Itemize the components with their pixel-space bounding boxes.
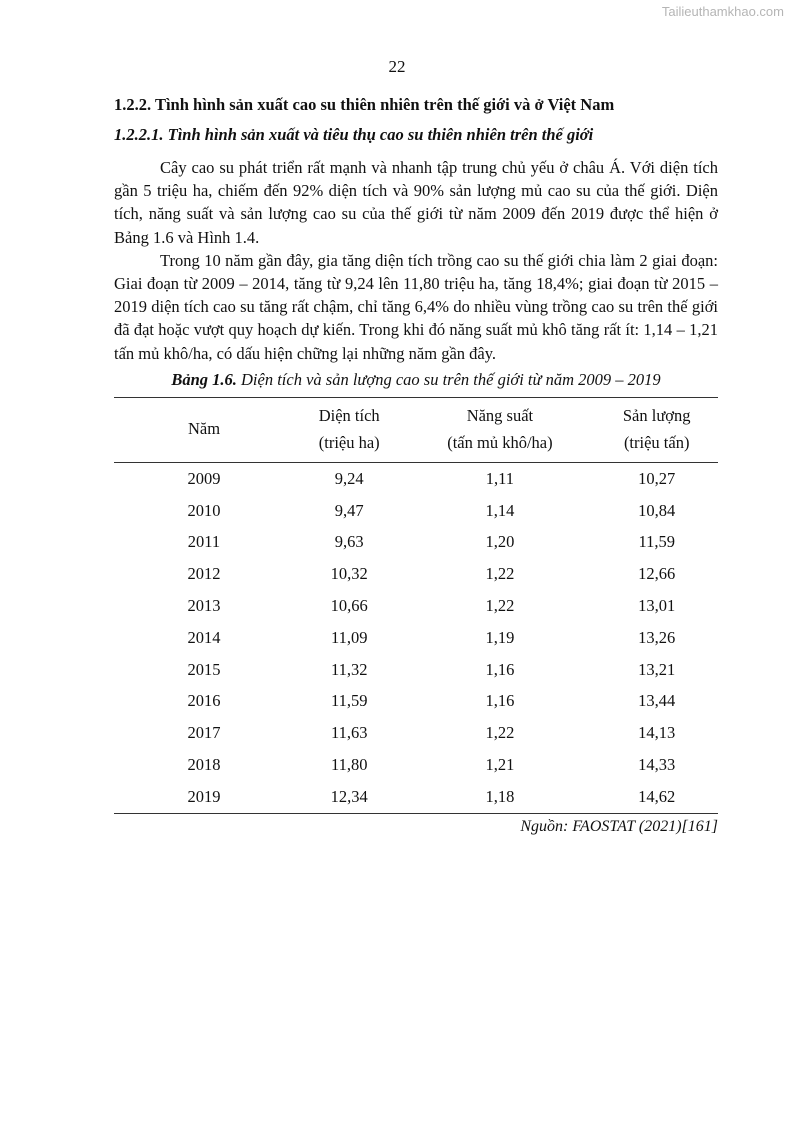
cell-area: 9,24	[334, 468, 364, 488]
cell-area: 11,63	[330, 723, 368, 743]
cell-area: 11,80	[330, 754, 368, 774]
column-header-output: Sản lượng (triệu tấn)	[622, 405, 691, 452]
page-number: 22	[388, 57, 406, 76]
subsection-heading: 1.2.2.1. Tình hình sản xuất và tiêu thụ cao su thiên nhiên trên thế giới	[114, 125, 594, 144]
table-row	[114, 654, 718, 686]
table-row	[114, 622, 718, 654]
cell-year: 2015	[187, 659, 221, 679]
table-row	[114, 495, 718, 527]
cell-year: 2013	[187, 595, 221, 615]
table-row	[114, 685, 718, 717]
cell-output: 10,27	[638, 468, 676, 488]
cell-yield: 1,22	[485, 723, 515, 743]
cell-area: 11,32	[330, 659, 368, 679]
document-body	[114, 92, 718, 836]
cell-year: 2018	[187, 754, 221, 774]
cell-output: 13,44	[638, 691, 676, 711]
table-row	[114, 590, 718, 622]
cell-year: 2016	[187, 691, 221, 711]
data-table	[114, 397, 718, 814]
table-caption-text: Diện tích và sản lượng cao su trên thế giới từ năm 2009 – 2019	[236, 369, 661, 389]
cell-area: 9,47	[334, 500, 364, 520]
cell-yield: 1,22	[485, 595, 515, 615]
table-row	[114, 781, 718, 813]
cell-yield: 1,16	[485, 691, 515, 711]
watermark: Tailieuthamkhao.com	[661, 4, 784, 19]
cell-output: 13,21	[638, 659, 676, 679]
paragraph: Trong 10 năm gần đây, gia tăng diện tích trồng cao su thế giới chia làm 2 giai đoạn: Giai đoạn từ 2009 – 2014, tăng từ 9,24 lên 11,80 triệu ha, tăng 18,4%; giai đoạn từ 2015 – 2019 diện tích cao su tăng rất chậm, chỉ tăng 6,4% do nhiều vùng trồng cao su trên thế giới đã đạt hoặc vượt quy hoạch dự kiến. Trong khi đó năng suất mủ khô tăng rất ít: 1,14 – 1,21 tấn mủ khô/ha, có dấu hiện chững lại những năm gần đây.	[114, 250, 718, 363]
column-header-yield: Năng suất (tấn mủ khô/ha)	[447, 405, 553, 452]
cell-area: 11,09	[330, 627, 368, 647]
cell-year: 2017	[187, 723, 221, 743]
table-caption	[114, 369, 718, 391]
section-heading: 1.2.2. Tình hình sản xuất cao su thiên nhiên trên thế giới và ở Việt Nam	[114, 95, 615, 114]
column-header-area: Diện tích (triệu ha)	[318, 405, 380, 452]
cell-area: 11,59	[330, 691, 368, 711]
cell-year: 2009	[187, 468, 221, 488]
table-source: Nguồn: FAOSTAT (2021)[161]	[520, 817, 718, 835]
cell-output: 12,66	[638, 564, 676, 584]
table-caption-label: Bảng 1.6.	[171, 369, 237, 389]
cell-yield: 1,16	[485, 659, 515, 679]
cell-yield: 1,19	[485, 627, 515, 647]
cell-yield: 1,11	[485, 468, 515, 488]
cell-year: 2014	[187, 627, 221, 647]
table-row	[114, 749, 718, 781]
cell-output: 13,26	[638, 627, 676, 647]
table-row	[114, 717, 718, 749]
cell-year: 2011	[187, 532, 221, 552]
cell-area: 12,34	[330, 786, 368, 806]
cell-yield: 1,22	[485, 564, 515, 584]
column-header-year: Năm	[187, 419, 221, 439]
table-row	[114, 558, 718, 590]
cell-year: 2012	[187, 564, 221, 584]
cell-output: 13,01	[638, 595, 676, 615]
cell-year: 2019	[187, 786, 221, 806]
table-row	[114, 462, 718, 494]
cell-yield: 1,20	[485, 532, 515, 552]
cell-output: 14,13	[638, 723, 676, 743]
cell-yield: 1,18	[485, 786, 515, 806]
table-header-row	[114, 397, 718, 462]
table-row	[114, 526, 718, 558]
cell-yield: 1,14	[485, 500, 515, 520]
cell-area: 9,63	[334, 532, 364, 552]
cell-output: 14,33	[638, 754, 676, 774]
cell-output: 10,84	[638, 500, 676, 520]
cell-area: 10,66	[330, 595, 368, 615]
cell-output: 11,59	[638, 532, 675, 552]
paragraph: Cây cao su phát triển rất mạnh và nhanh tập trung chủ yếu ở châu Á. Với diện tích gần 5 triệu ha, chiếm đến 92% diện tích và 90% sản lượng mủ cao su của thế giới. Diện tích, năng suất và sản lượng cao su của thế giới từ năm 2009 đến 2019 được thể hiện ở Bảng 1.6 và Hình 1.4.	[114, 158, 718, 247]
table-body	[114, 462, 718, 813]
cell-yield: 1,21	[485, 754, 515, 774]
cell-output: 14,62	[638, 786, 676, 806]
cell-area: 10,32	[330, 564, 368, 584]
cell-year: 2010	[187, 500, 221, 520]
